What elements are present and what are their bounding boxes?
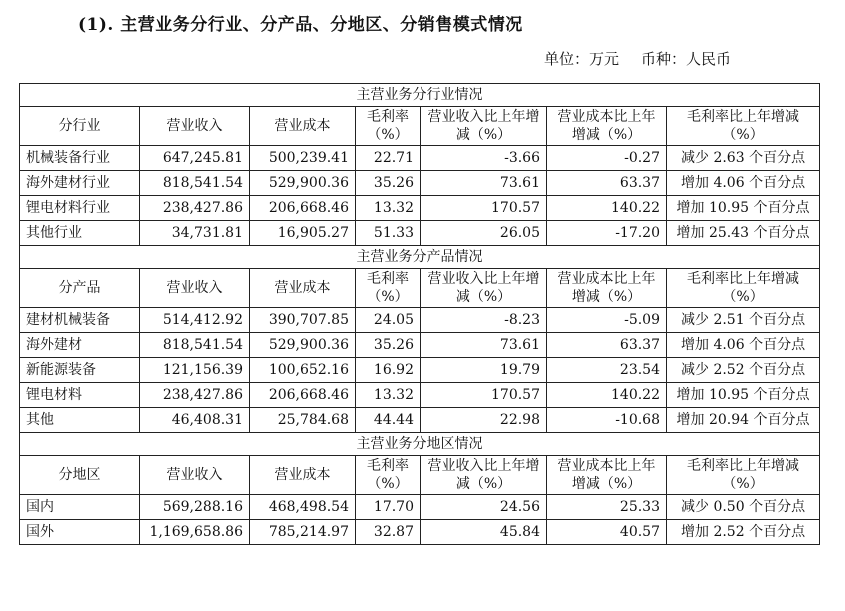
section-title-row [20, 433, 820, 456]
cost-change-cell: -10.68 [547, 408, 667, 433]
cost-change-cell: 140.22 [547, 196, 667, 221]
row-name: 锂电材料 [20, 383, 140, 408]
header-revenue: 营业收入 [140, 456, 250, 495]
table-row [20, 358, 820, 383]
cost-cell: 390,707.85 [250, 308, 356, 333]
row-name: 其他行业 [20, 221, 140, 246]
margin-change-cell: 增加 10.95 个百分点 [667, 383, 820, 408]
section-title: 主营业务分地区情况 [20, 433, 820, 456]
revenue-cell: 647,245.81 [140, 146, 250, 171]
table-row [20, 171, 820, 196]
unit-line [544, 48, 731, 69]
header-revenue: 营业收入 [140, 269, 250, 308]
cost-cell: 16,905.27 [250, 221, 356, 246]
row-name: 海外建材行业 [20, 171, 140, 196]
margin-change-cell: 增加 20.94 个百分点 [667, 408, 820, 433]
revenue-cell: 46,408.31 [140, 408, 250, 433]
margin-cell: 13.32 [356, 383, 421, 408]
section-title: 主营业务分产品情况 [20, 246, 820, 269]
margin-cell: 13.32 [356, 196, 421, 221]
header-first-col: 分地区 [20, 456, 140, 495]
table-row [20, 221, 820, 246]
section-title-row [20, 84, 820, 107]
header-revenue-change: 营业收入比上年增减（%） [421, 107, 547, 146]
revenue-change-cell: 19.79 [421, 358, 547, 383]
revenue-change-cell: 73.61 [421, 171, 547, 196]
margin-change-cell: 增加 2.52 个百分点 [667, 520, 820, 545]
revenue-change-cell: 73.61 [421, 333, 547, 358]
cost-cell: 206,668.46 [250, 196, 356, 221]
cost-cell: 785,214.97 [250, 520, 356, 545]
row-name: 其他 [20, 408, 140, 433]
cost-cell: 500,239.41 [250, 146, 356, 171]
row-name: 新能源装备 [20, 358, 140, 383]
margin-change-cell: 增加 25.43 个百分点 [667, 221, 820, 246]
cost-change-cell: -5.09 [547, 308, 667, 333]
table-row [20, 383, 820, 408]
margin-change-cell: 减少 0.50 个百分点 [667, 495, 820, 520]
revenue-cell: 514,412.92 [140, 308, 250, 333]
cost-cell: 529,900.36 [250, 333, 356, 358]
revenue-change-cell: -8.23 [421, 308, 547, 333]
cost-change-cell: 140.22 [547, 383, 667, 408]
revenue-cell: 121,156.39 [140, 358, 250, 383]
revenue-change-cell: 24.56 [421, 495, 547, 520]
margin-cell: 17.70 [356, 495, 421, 520]
row-name: 国内 [20, 495, 140, 520]
margin-change-cell: 减少 2.63 个百分点 [667, 146, 820, 171]
revenue-change-cell: 170.57 [421, 383, 547, 408]
cost-cell: 206,668.46 [250, 383, 356, 408]
margin-change-cell: 增加 4.06 个百分点 [667, 333, 820, 358]
table-row [20, 495, 820, 520]
revenue-change-cell: 26.05 [421, 221, 547, 246]
revenue-cell: 1,169,658.86 [140, 520, 250, 545]
margin-change-cell: 减少 2.52 个百分点 [667, 358, 820, 383]
header-revenue-change: 营业收入比上年增减（%） [421, 456, 547, 495]
revenue-change-cell: 45.84 [421, 520, 547, 545]
section-title: 主营业务分行业情况 [20, 84, 820, 107]
header-gross-margin: 毛利率（%） [356, 269, 421, 308]
header-cost: 营业成本 [250, 107, 356, 146]
revenue-cell: 818,541.54 [140, 171, 250, 196]
cost-cell: 529,900.36 [250, 171, 356, 196]
section-title-row [20, 246, 820, 269]
table-row [20, 196, 820, 221]
table-row [20, 308, 820, 333]
revenue-change-cell: -3.66 [421, 146, 547, 171]
header-cost: 营业成本 [250, 456, 356, 495]
unit-label: 单位：万元 [544, 50, 620, 68]
header-margin-change: 毛利率比上年增减（%） [667, 107, 820, 146]
currency-label: 币种：人民币 [641, 50, 732, 68]
header-gross-margin: 毛利率（%） [356, 456, 421, 495]
margin-cell: 16.92 [356, 358, 421, 383]
margin-change-cell: 增加 4.06 个百分点 [667, 171, 820, 196]
row-name: 锂电材料行业 [20, 196, 140, 221]
margin-change-cell: 减少 2.51 个百分点 [667, 308, 820, 333]
header-cost: 营业成本 [250, 269, 356, 308]
table-row [20, 520, 820, 545]
header-margin-change: 毛利率比上年增减（%） [667, 456, 820, 495]
cost-cell: 468,498.54 [250, 495, 356, 520]
cost-change-cell: 25.33 [547, 495, 667, 520]
cost-change-cell: 63.37 [547, 171, 667, 196]
margin-cell: 32.87 [356, 520, 421, 545]
header-row [20, 107, 820, 146]
row-name: 国外 [20, 520, 140, 545]
margin-change-cell: 增加 10.95 个百分点 [667, 196, 820, 221]
cost-cell: 100,652.16 [250, 358, 356, 383]
margin-cell: 22.71 [356, 146, 421, 171]
cost-change-cell: 63.37 [547, 333, 667, 358]
margin-cell: 35.26 [356, 171, 421, 196]
header-revenue-change: 营业收入比上年增减（%） [421, 269, 547, 308]
row-name: 海外建材 [20, 333, 140, 358]
cost-cell: 25,784.68 [250, 408, 356, 433]
revenue-change-cell: 22.98 [421, 408, 547, 433]
table-row [20, 333, 820, 358]
row-name: 机械装备行业 [20, 146, 140, 171]
revenue-cell: 569,288.16 [140, 495, 250, 520]
page-title: (1). 主营业务分行业、分产品、分地区、分销售模式情况 [78, 15, 523, 35]
revenue-cell: 34,731.81 [140, 221, 250, 246]
row-name: 建材机械装备 [20, 308, 140, 333]
header-first-col: 分产品 [20, 269, 140, 308]
revenue-cell: 238,427.86 [140, 383, 250, 408]
header-margin-change: 毛利率比上年增减（%） [667, 269, 820, 308]
cost-change-cell: -0.27 [547, 146, 667, 171]
cost-change-cell: -17.20 [547, 221, 667, 246]
cost-change-cell: 23.54 [547, 358, 667, 383]
business-table [19, 83, 820, 545]
table-row [20, 146, 820, 171]
header-row [20, 456, 820, 495]
header-cost-change: 营业成本比上年增减（%） [547, 269, 667, 308]
cost-change-cell: 40.57 [547, 520, 667, 545]
margin-cell: 51.33 [356, 221, 421, 246]
header-row [20, 269, 820, 308]
margin-cell: 35.26 [356, 333, 421, 358]
header-cost-change: 营业成本比上年增减（%） [547, 107, 667, 146]
revenue-cell: 238,427.86 [140, 196, 250, 221]
table-row [20, 408, 820, 433]
margin-cell: 24.05 [356, 308, 421, 333]
margin-cell: 44.44 [356, 408, 421, 433]
revenue-change-cell: 170.57 [421, 196, 547, 221]
header-revenue: 营业收入 [140, 107, 250, 146]
header-cost-change: 营业成本比上年增减（%） [547, 456, 667, 495]
header-gross-margin: 毛利率（%） [356, 107, 421, 146]
revenue-cell: 818,541.54 [140, 333, 250, 358]
header-first-col: 分行业 [20, 107, 140, 146]
